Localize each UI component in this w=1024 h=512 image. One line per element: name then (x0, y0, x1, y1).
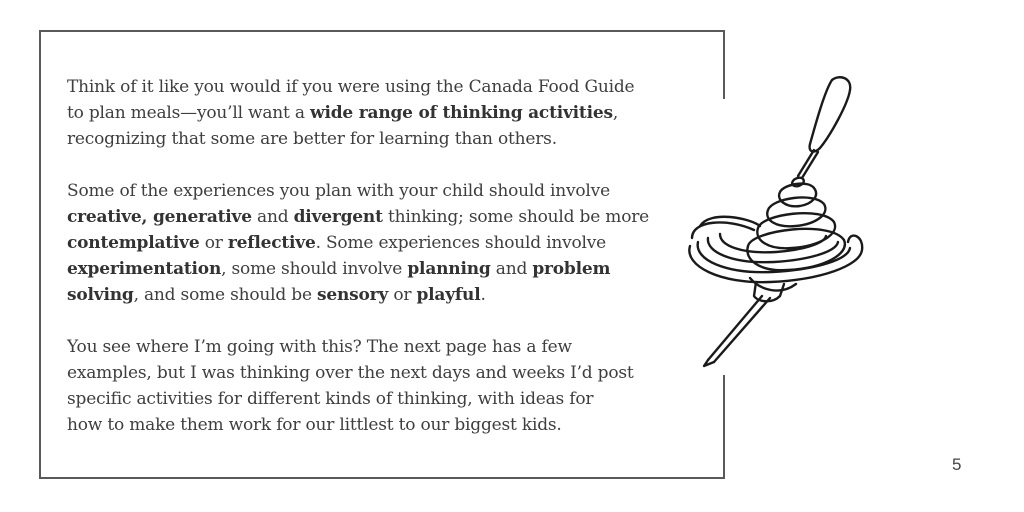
emphasis-contemplative: contemplative (67, 233, 200, 253)
emphasis-creative: creative, generative (67, 207, 252, 227)
emphasis-wide-range: wide range of thinking activities (310, 103, 613, 123)
spinning-top-icon (680, 70, 880, 370)
emphasis-reflective: reflective (227, 233, 316, 253)
emphasis-experimentation: experimentation (67, 259, 222, 279)
emphasis-sensory: sensory (317, 285, 389, 305)
emphasis-planning: planning (407, 259, 491, 279)
page-number: 5 (952, 455, 962, 474)
paragraph-1: Think of it like you would if you were using the Canada Food Guide to plan meals—you’ll want a wide range of thinking activities, recognizing that some are better for learning than others. (67, 77, 635, 149)
body-text (67, 74, 687, 438)
emphasis-playful: playful (416, 285, 481, 305)
paragraph-2: Some of the experiences you plan with your child should involve creative, generative and divergent thinking; some should be more contemplative or reflective. Some experiences should involve experimentation, some should involve planning and problem solving, and some should be sensory or playful. (67, 181, 650, 305)
paragraph-3: You see where I’m going with this? The next page has a few examples, but I was thinking over the next days and weeks I’d post specific activities for different kinds of thinking, with ideas for how to make them work for our littlest to our biggest kids. (67, 337, 634, 435)
emphasis-problem: problem (532, 259, 611, 279)
emphasis-divergent: divergent (293, 207, 383, 227)
emphasis-solving: solving (67, 285, 134, 305)
